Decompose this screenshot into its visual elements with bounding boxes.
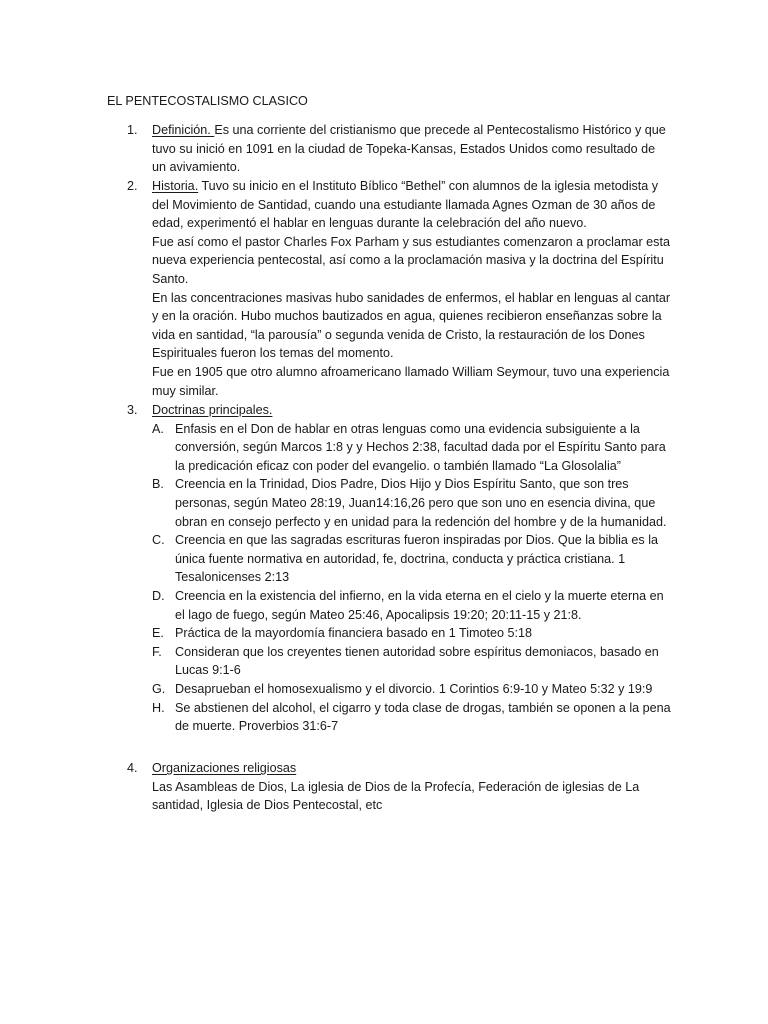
item-letter: A. [152, 421, 164, 436]
item-letter: F. [152, 644, 162, 659]
list-item [127, 475, 672, 531]
item-letter: D. [152, 588, 165, 603]
section-heading: Historia. [152, 179, 199, 193]
section-paragraph [152, 177, 672, 233]
section-historia [127, 177, 672, 400]
section-organizaciones [127, 759, 672, 815]
section-number: 1. [127, 123, 138, 137]
section-paragraph: Fue en 1905 que otro alumno afroamericano llamado William Seymour, tuvo una experiencia muy similar. [152, 364, 670, 398]
document-title: EL PENTECOSTALISMO CLASICO [107, 94, 308, 108]
list-item [127, 643, 672, 680]
section-heading: Definición. [152, 123, 215, 137]
item-text: Consideran que los creyentes tienen autoridad sobre espíritus demoniacos, basado en Lucas 9:1-6 [175, 644, 659, 678]
item-letter: B. [152, 477, 164, 492]
section-number: 2. [127, 179, 138, 193]
item-text: Práctica de la mayordomía financiera basado en 1 Timoteo 5:18 [175, 626, 533, 641]
list-item [127, 680, 672, 699]
item-text: Creencia en la Trinidad, Dios Padre, Dios Hijo y Dios Espíritu Santo, que son tres personas, según Mateo 28:19, Juan14:16,26 pero que son uno en esencia divina, que obran en consejo perfecto y en unidad para la redención del hombre y de la humanidad. [175, 477, 667, 529]
item-letter: E. [152, 626, 164, 641]
section-paragraph [152, 759, 672, 778]
section-number: 3. [127, 403, 138, 417]
section-paragraph [152, 401, 672, 420]
list-item [127, 699, 672, 736]
item-letter: H. [152, 700, 165, 715]
item-text: Se abstienen del alcohol, el cigarro y toda clase de drogas, también se oponen a la pena de muerte. Proverbios 31:6-7 [175, 700, 671, 734]
section-text: Tuvo su inicio en el Instituto Bíblico “Bethel” con alumnos de la iglesia metodista y del Movimiento de Santidad, cuando una estudiante llamada Agnes Ozman de 30 años de edad, experimentó el hablar en lenguas durante la celebración del año nuevo. [152, 179, 659, 231]
list-item [127, 624, 672, 643]
item-letter: G. [152, 681, 166, 696]
item-text: Creencia en la existencia del infierno, en la vida eterna en el cielo y la muerte eterna en el lago de fuego, según Mateo 25:46, Apocalipsis 19:20; 20:11-15 y 21:8. [175, 588, 664, 622]
item-text: Enfasis en el Don de hablar en otras lenguas como una evidencia subsiguiente a la conversión, según Marcos 1:8 y y Hechos 2:38, facultad dada por el Espíritu Santo para la predicación eficaz con poder del evangelio. o también llamado “La Glosolalia” [175, 421, 666, 473]
section-heading: Organizaciones religiosas [152, 761, 297, 775]
section-paragraph: En las concentraciones masivas hubo sanidades de enfermos, el hablar en lenguas al cantar y en la oración. Hubo muchos bautizados en agua, quienes recibieron enseñanzas sobre la vida en santidad, “la parousía” o segunda venida de Cristo, la restauración de los Dones Espirituales fueron los temas del momento. [152, 290, 671, 361]
list-item [127, 587, 672, 624]
section-paragraph: Las Asambleas de Dios, La iglesia de Dios de la Profecía, Federación de iglesias de La santidad, Iglesia de Dios Pentecostal, etc [152, 779, 640, 813]
item-text: Creencia en que las sagradas escrituras fueron inspiradas por Dios. Que la biblia es la única fuente normativa en autoridad, fe, doctrina, conducta y práctica cristiana. 1 Tesalonicenses 2:13 [175, 533, 659, 585]
item-letter: C. [152, 533, 165, 548]
section-number: 4. [127, 761, 138, 775]
section-definicion [127, 121, 672, 177]
section-paragraph [152, 121, 672, 177]
list-item [127, 420, 672, 476]
section-text: Es una corriente del cristianismo que precede al Pentecostalismo Histórico y que tuvo su inició en 1091 en la ciudad de Topeka-Kansas, Estados Unidos como resultado de un avivamiento. [152, 123, 666, 175]
section-heading: Doctrinas principales. [152, 403, 273, 417]
list-item [127, 531, 672, 587]
item-text: Desaprueban el homosexualismo y el divorcio. 1 Corintios 6:9-10 y Mateo 5:32 y 19:9 [175, 681, 653, 696]
section-paragraph: Fue así como el pastor Charles Fox Parham y sus estudiantes comenzaron a proclamar esta nueva experiencia pentecostal, así como a la proclamación masiva y la doctrina del Espíritu Santo. [152, 234, 670, 286]
section-doctrinas [127, 401, 672, 736]
